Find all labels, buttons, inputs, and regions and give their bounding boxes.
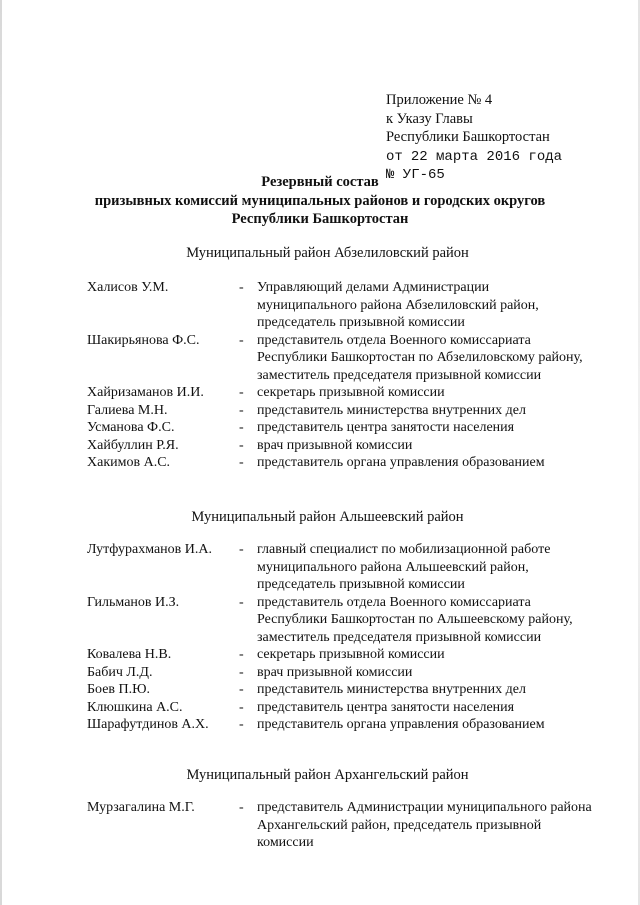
member-row [87,799,627,852]
annex-date-line [386,147,562,167]
member-row [87,279,627,332]
member-dash: - [239,402,244,418]
member-role: врач призывной комиссии [257,437,413,453]
member-row [87,664,627,682]
member-role: секретарь призывной комиссии [257,385,445,400]
annex-date-prefix: от [386,148,403,165]
member-dash: - [239,717,244,732]
member-role: секретарь призывной комиссии [257,647,445,662]
annex-line: Республики Башкортостан [386,129,550,145]
member-name: Лутфурахманов И.А. [87,542,213,557]
member-dash: - [239,699,244,715]
district-heading: Муниципальный район Архангельский район [186,767,469,783]
member-row [87,541,627,594]
member-name: Ковалева Н.В. [87,647,172,662]
district-heading: Муниципальный район Альшеевский район [191,509,464,525]
member-role: представитель центра занятости населения [257,699,515,715]
member-role: представитель центра занятости населения [257,420,515,435]
member-row [87,594,627,647]
member-dash: - [239,664,244,680]
member-name: Усманова Ф.С. [87,420,175,435]
member-role: Управляющий делами Администрации муниципального района Абзелиловский район, председатель призывной комиссии [257,280,539,330]
member-dash: - [239,542,244,557]
member-dash: - [239,280,244,295]
annex-block [386,91,562,185]
member-row [87,384,627,402]
member-name: Клюшкина А.С. [87,699,183,715]
member-role: представитель отдела Военного комиссариата Республики Башкортостан по Абзелиловскому району, заместитель председателя призывной комиссии [257,332,583,383]
member-list [87,799,627,852]
member-role: врач призывной комиссии [257,664,413,680]
member-list [87,279,627,472]
member-row [87,332,627,385]
annex-date: 22 марта 2016 года [410,148,563,165]
member-name: Хакимов А.С. [87,455,171,470]
member-name: Шарафутдинов А.Х. [87,717,209,732]
annex-line: Приложение № 4 [386,92,493,108]
member-role: представитель отдела Военного комиссариата Республики Башкортостан по Альшеевскому району, заместитель председателя призывной комиссии [257,594,573,645]
member-role: представитель министерства внутренних дел [257,402,526,418]
member-name: Шакирьянова Ф.С. [87,332,200,348]
member-name: Бабич Л.Д. [87,664,153,680]
member-name: Галиева М.Н. [87,402,168,418]
annex-number: № УГ-65 [386,167,445,183]
member-row [87,402,627,420]
member-list [87,541,627,734]
member-row [87,699,627,717]
title-line: призывных комиссий муниципальных районов и городских округов [94,192,546,209]
document-title [0,173,640,229]
member-name: Хайбуллин Р.Я. [87,437,179,453]
member-dash: - [239,385,244,400]
member-role: представитель органа управления образованием [257,717,545,732]
member-dash: - [239,332,244,348]
member-dash: - [239,437,244,453]
member-dash: - [239,420,244,435]
member-name: Хайризаманов И.И. [87,385,204,400]
member-dash: - [239,647,244,662]
member-row [87,681,627,699]
title-line: Резервный состав [261,174,379,190]
member-role: представитель Администрации муниципального района Архангельский район, председатель призывной комиссии [257,800,592,850]
member-name: Гильманов И.З. [87,594,180,610]
member-role: представитель министерства внутренних дел [257,682,526,697]
member-row [87,716,627,734]
member-role: представитель органа управления образованием [257,455,545,470]
member-row [87,454,627,472]
title-line: Республики Башкортостан [231,211,409,227]
member-row [87,437,627,455]
member-dash: - [239,682,244,697]
member-row [87,646,627,664]
member-name: Мурзагалина М.Г. [87,800,195,815]
member-role: главный специалист по мобилизационной работе муниципального района Альшеевский район, председатель призывной комиссии [257,542,551,592]
annex-line: к Указу Главы [386,110,473,127]
member-name: Боев П.Ю. [87,682,151,697]
member-name: Халисов У.М. [87,280,169,295]
district-heading: Муниципальный район Абзелиловский район [186,245,469,261]
member-dash: - [239,594,244,610]
member-row [87,419,627,437]
member-dash: - [239,800,244,815]
member-dash: - [239,455,244,470]
